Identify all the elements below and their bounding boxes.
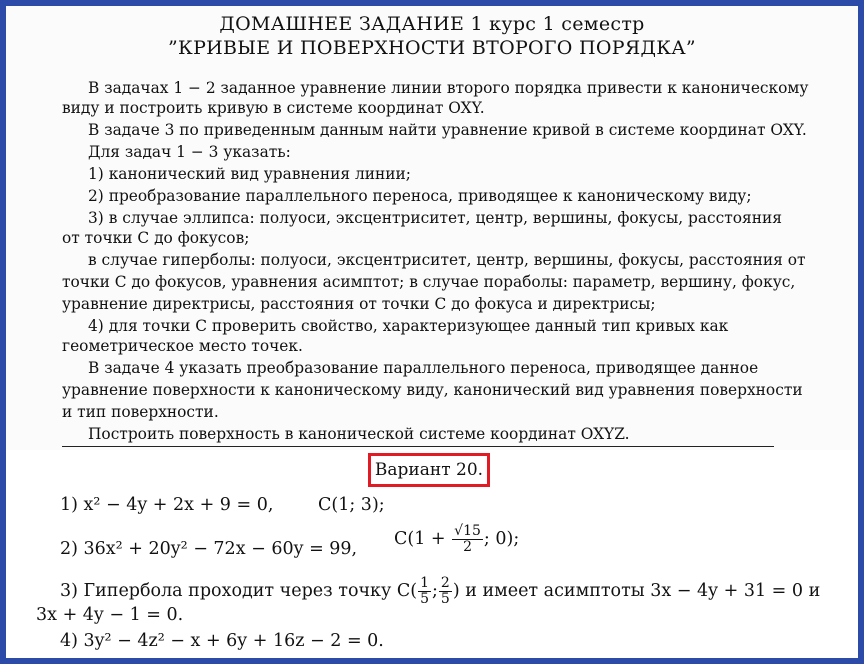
task-4-equation: 4) 3y² − 4z² − x + 6y + 16z − 2 = 0. [60,631,384,651]
fraction-numerator: √15 [454,523,481,539]
title-line-2: ”КРИВЫЕ И ПОВЕРХНОСТИ ВТОРОГО ПОРЯДКА” [168,37,696,59]
instruction-line: от точки C до фокусов; [62,229,250,247]
instruction-line: в случае гиперболы: полуоси, эксцентриситет, центр, вершины, фокусы, расстояния от [88,251,806,269]
task-3-suffix: ) и имеет асимптоты 3x − 4y + 31 = 0 и [452,581,821,601]
instruction-line: Для задач 1 − 3 указать: [88,143,291,161]
task-2-point-prefix: C(1 + [394,529,446,549]
instruction-line: точки C до фокусов, уравнения асимптот; в случае пораболы: параметр, вершину, фокус, [62,273,796,291]
task-2-point [394,524,519,555]
task-1-point: C(1; 3); [318,495,385,515]
task-3-line-1 [60,576,836,607]
task-2-fraction [452,524,483,555]
instruction-line: Построить поверхность в канонической системе координат OXYZ. [88,425,630,443]
instruction-line: уравнение поверхности к каноническому виду, канонический вид уравнения поверхности [62,381,803,399]
fraction-denominator: 5 [420,591,429,607]
task-3-fraction-x [418,576,431,607]
document-page [6,6,858,658]
instruction-line: 4) для точки C проверить свойство, характеризующее данный тип кривых как [88,317,729,335]
fraction-numerator: 1 [420,575,429,591]
instruction-line: 2) преобразование параллельного переноса, приводящее к каноническому виду; [88,187,752,205]
task-2-equation: 2) 36x² + 20y² − 72x − 60y = 99, [60,539,358,559]
task-3-line-2: 3x + 4y − 1 = 0. [36,605,184,625]
instruction-line: и тип поверхности. [62,403,219,421]
instruction-line: виду и построить кривую в системе координат OXY. [62,99,485,117]
divider [62,446,774,447]
task-3-fraction-y [439,576,452,607]
fraction-denominator: 2 [463,539,472,555]
fraction-denominator: 5 [440,591,450,607]
instruction-line: 3) в случае эллипса: полуоси, эксцентриситет, центр, вершины, фокусы, расстояния [88,209,782,227]
instruction-line: 1) канонический вид уравнения линии; [88,165,411,183]
task-2-point-suffix: ; 0); [483,529,520,549]
task-3-separator: ; [432,581,438,601]
instruction-line: геометрическое место точек. [62,337,303,355]
instruction-line: уравнение директрисы, расстояния от точки C до фокуса и директрисы; [62,295,656,313]
instruction-line: В задаче 4 указать преобразование параллельного переноса, приводящее данное [88,359,759,377]
task-1-equation: 1) x² − 4y + 2x + 9 = 0, [60,495,274,515]
fraction-numerator: 2 [440,575,450,591]
assignment-header-section [6,6,858,450]
title-line-1: ДОМАШНЕЕ ЗАДАНИЕ 1 курс 1 семестр [219,13,645,35]
instruction-line: В задачах 1 − 2 заданное уравнение линии второго порядка привести к каноническому [88,79,809,97]
task-3-prefix: 3) Гипербола проходит через точку C( [60,581,418,601]
variant-label: Вариант 20. [368,453,490,487]
instruction-line: В задаче 3 по приведенным данным найти уравнение кривой в системе координат OXY. [88,121,807,139]
